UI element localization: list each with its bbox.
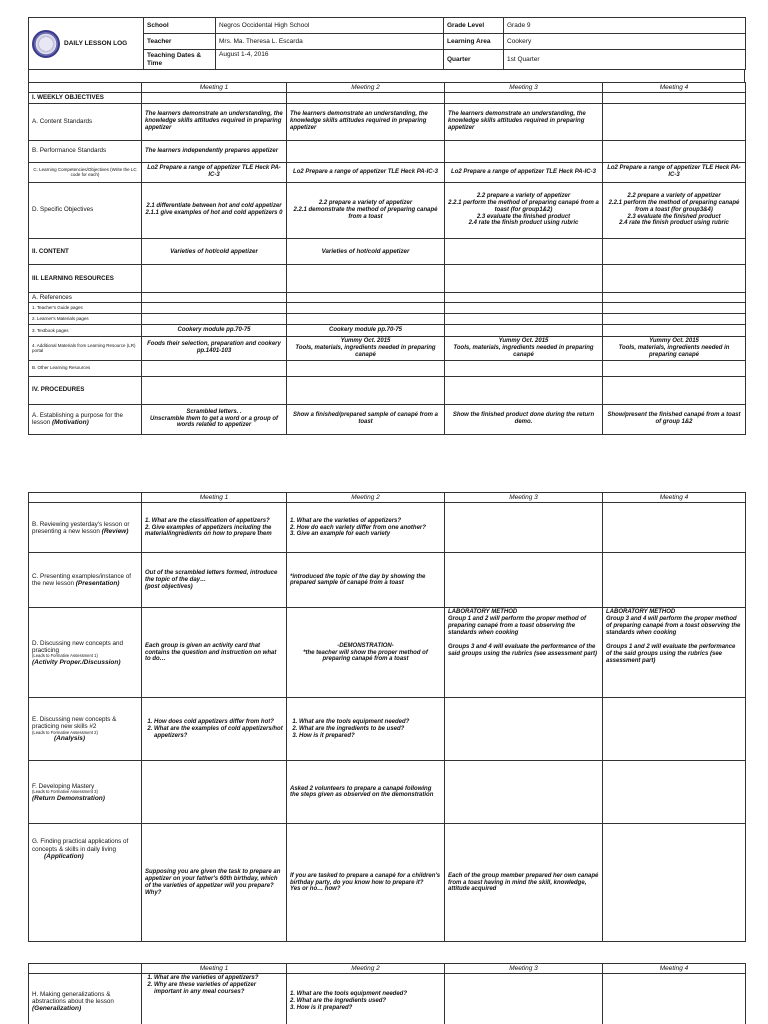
deped-seal-icon bbox=[32, 30, 60, 58]
review-tag: (Review) bbox=[101, 527, 129, 535]
content-standards-m1: The learners demonstrate an understanding, the knowledge skills attitudes required in preparing appetizer bbox=[142, 103, 287, 140]
analysis-tag: (Analysis) bbox=[54, 735, 86, 743]
additional-materials-m2: Yummy Oct. 2015 Tools, materials, ingredients needed in preparing canapé bbox=[287, 336, 445, 360]
objectives-table bbox=[28, 82, 746, 435]
content-standards-m2: The learners demonstrate an understanding, the knowledge skills attitudes required in preparing appetizer bbox=[287, 103, 445, 140]
content-standards-m3: The learners demonstrate an understanding, the knowledge skills attitudes required in preparing appetizer bbox=[445, 103, 603, 140]
learning-resources-heading: III. LEARNING RESOURCES bbox=[29, 264, 142, 292]
application-m1: Supposing you are given the task to prepare an appetizer on your father's 60th birthday, which of the varieties of appetizer will you prepare? Why? bbox=[142, 824, 287, 942]
lesson-log-page-2 bbox=[28, 492, 745, 942]
application-text: G. Finding practical applications of concepts & skills in daily living bbox=[32, 838, 129, 853]
discussing-1-m2: -DEMONSTRATION- *the teacher will show the proper method of preparing canapé from a toast bbox=[287, 608, 445, 698]
activity-tag: (Activity Proper./Discussion) bbox=[32, 658, 121, 666]
application-m3: Each of the group member prepared her own canapé from a toast having in mind the skill, knowledge, attitude acquired bbox=[445, 824, 603, 942]
specific-objectives-label: D. Specific Objectives bbox=[29, 182, 142, 238]
procedures-table bbox=[28, 492, 746, 942]
competencies-m4: Lo2 Prepare a range of appetizer TLE Heck PA-IC-3 bbox=[603, 162, 746, 182]
school-label: School bbox=[144, 18, 216, 34]
additional-materials-m1: Foods their selection, preparation and cookery pp.1401-103 bbox=[142, 336, 287, 360]
meeting-2-header-p2: Meeting 2 bbox=[287, 493, 445, 503]
content-m1: Varieties of hot/cold appetizer bbox=[142, 238, 287, 264]
establishing-purpose-text: A. Establishing a purpose for the lesson bbox=[32, 411, 124, 426]
establishing-m4: Show/present the finished canapé from a toast of group 1&2 bbox=[603, 404, 746, 434]
specific-objectives-m4: 2.2 prepare a variety of appetizer 2.2.1 perform the method of preparing canapé from a toast (for group3&4) 2.3 evaluate the finished product 2.4 rate the finish product using rubric bbox=[603, 182, 746, 238]
teacher-label: Teacher bbox=[144, 34, 216, 50]
mastery-label bbox=[29, 761, 142, 824]
presenting-m1: Out of the scrambled letters formed, introduce the topic of the day… (post objectives) bbox=[142, 553, 287, 608]
establishing-m3: Show the finished product done during the return demo. bbox=[445, 404, 603, 434]
establishing-purpose-label bbox=[29, 404, 142, 434]
formative-1-note: (Leads to Formative Assessment 1) bbox=[32, 653, 98, 659]
establishing-m2: Show a finished/prepared sample of canapé from a toast bbox=[287, 404, 445, 434]
specific-objectives-m1: 2.1 differentiate between hot and cold appetizer 2.1.1 give examples of hot and cold appetizers 0 bbox=[142, 182, 287, 238]
meeting-1-header: Meeting 1 bbox=[142, 83, 287, 93]
discussing-2-m2-q3: 3. How is it prepared? bbox=[299, 733, 441, 740]
content-standards-label: A. Content Standards bbox=[29, 103, 142, 140]
competencies-m3: Lo2 Prepare a range of appetizer TLE Heck PA-IC-3 bbox=[445, 162, 603, 182]
weekly-objectives-heading: I. WEEKLY OBJECTIVES bbox=[29, 93, 142, 103]
competencies-m2: Lo2 Prepare a range of appetizer TLE Heck PA-IC-3 bbox=[287, 162, 445, 182]
teacher-value: Mrs. Ma. Theresa L. Escarda bbox=[216, 34, 444, 50]
discussing-2-m1-q2: 2. What are the examples of cold appetizers/hot appetizers? bbox=[154, 726, 283, 740]
teachers-guide-label: 1. Teacher's Guide pages bbox=[29, 302, 142, 313]
logo-cell bbox=[29, 18, 144, 70]
area-value: Cookery bbox=[504, 34, 746, 50]
discussing-1-label bbox=[29, 608, 142, 698]
competencies-label: C. Learning Competencies/Objectives (Write the LC code for each) bbox=[29, 162, 142, 182]
textbook-m2: Cookery module pp.70-75 bbox=[287, 324, 445, 336]
procedures-heading: IV. PROCEDURES bbox=[29, 376, 142, 404]
presenting-m2: *introduced the topic of the day by showing the prepared sample of canapé from a toast bbox=[287, 553, 445, 608]
discussing-2-label bbox=[29, 698, 142, 761]
content-m2: Varieties of hot/cold appetizer bbox=[287, 238, 445, 264]
textbook-m1: Cookery module pp.70-75 bbox=[142, 324, 287, 336]
generalization-table bbox=[28, 963, 746, 1024]
reviewing-m2: 1. What are the varieties of appetizers? 2. How do each variety differ from one another? 3. Give an example for each variety bbox=[287, 503, 445, 553]
log-title: DAILY LESSON LOG bbox=[64, 39, 128, 47]
school-value: Negros Occidental High School bbox=[216, 18, 444, 34]
presenting-label bbox=[29, 553, 142, 608]
discussing-2-m2 bbox=[287, 698, 445, 761]
dates-label: Teaching Dates & Time bbox=[144, 50, 216, 70]
specific-objectives-m2: 2.2 prepare a variety of appetizer 2.2.1 demonstrate the method of preparing canapé from a toast bbox=[287, 182, 445, 238]
reviewing-label bbox=[29, 503, 142, 553]
return-demo-tag: (Return Demonstration) bbox=[32, 794, 105, 802]
generalization-m1-q1: 1. What are the varieties of appetizers? bbox=[154, 975, 283, 982]
discussing-2-m1-q1: 1. How does cold appetizers differ from hot? bbox=[154, 719, 283, 726]
generalization-text: H. Making generalizations & abstractions about the lesson bbox=[32, 990, 114, 1005]
meeting-4-header-p2: Meeting 4 bbox=[603, 493, 746, 503]
meeting-3-header-p3: Meeting 3 bbox=[445, 964, 603, 974]
meeting-4-header-p3: Meeting 4 bbox=[603, 964, 746, 974]
lesson-log-page-3 bbox=[28, 963, 745, 1024]
presenting-text: C. Presenting examples/instance of the new lesson bbox=[32, 573, 132, 588]
header-table bbox=[28, 17, 746, 70]
discussing-1-m3: LABORATORY METHOD Group 1 and 2 will perform the proper method of preparing canapé from a toast observing the standards when cooking Groups 3 and 4 will evaluate the performance of the said groups using the rubrics (see assessment part) bbox=[445, 608, 603, 698]
competencies-m1: Lo2 Prepare a range of appetizer TLE Heck PA-IC-3 bbox=[142, 162, 287, 182]
generalization-m2: 1. What are the tools equipment needed? 2. What are the ingredients used? 3. How is it prepared? bbox=[287, 974, 445, 1024]
grade-value: Grade 9 bbox=[504, 18, 746, 34]
textbook-label: 3. Textbook pages bbox=[29, 324, 142, 336]
discussing-1-m1: Each group is given an activity card that contains the question and instruction on what to do… bbox=[142, 608, 287, 698]
generalization-tag: (Generalization) bbox=[32, 1004, 82, 1012]
generalization-m1 bbox=[142, 974, 287, 1024]
dates-value: August 1-4, 2016 bbox=[216, 50, 444, 70]
performance-standards-label: B. Performance Standards bbox=[29, 140, 142, 162]
discussing-2-text: E. Discussing new concepts & practicing new skills #2 bbox=[32, 716, 117, 731]
other-resources-label: B. Other Learning Resources bbox=[29, 360, 142, 376]
generalization-label bbox=[29, 974, 142, 1024]
grade-label: Grade Level bbox=[444, 18, 504, 34]
performance-standards-m1: The learners independently prepares appetizer bbox=[142, 140, 287, 162]
quarter-value: 1st Quarter bbox=[504, 50, 746, 70]
additional-materials-m4: Yummy Oct. 2015 Tools, materials, ingredients needed in preparing canapé bbox=[603, 336, 746, 360]
additional-materials-label: 4. Additional Materials from Learning Resource (LR) portal bbox=[29, 336, 142, 360]
meeting-2-header: Meeting 2 bbox=[287, 83, 445, 93]
discussing-2-m2-q2: 2. What are the ingredients to be used? bbox=[299, 726, 441, 733]
reviewing-m1: 1. What are the classification of appetizers? 2. Give examples of appetizers including the material/ingredients on how to prepare them bbox=[142, 503, 287, 553]
application-label bbox=[29, 824, 142, 942]
presentation-tag: (Presentation) bbox=[75, 580, 120, 588]
discussing-1-text: D. Discussing new concepts and practicing bbox=[32, 639, 124, 654]
content-standards-m4 bbox=[603, 103, 746, 140]
mastery-m2: Asked 2 volunteers to prepare a canapé following the steps given as observed on the demonstration bbox=[287, 761, 445, 824]
reviewing-text: B. Reviewing yesterday's lesson or presenting a new lesson bbox=[32, 520, 130, 535]
content-heading: II. CONTENT bbox=[29, 238, 142, 264]
meeting-2-header-p3: Meeting 2 bbox=[287, 964, 445, 974]
establishing-m1: Scrambled letters. . Unscramble them to get a word or a group of words related to appetizer bbox=[142, 404, 287, 434]
discussing-2-m1 bbox=[142, 698, 287, 761]
discussing-1-m4: LABORATORY METHOD Group 3 and 4 will perform the proper method of preparing canapé from a toast observing the standards when cooking Groups 1 and 2 will evaluate the performance of the said groups using the rubrics (see assessment part) bbox=[603, 608, 746, 698]
meeting-1-header-p2: Meeting 1 bbox=[142, 493, 287, 503]
learners-materials-label: 2. Learner's Materials pages bbox=[29, 313, 142, 324]
area-label: Learning Area bbox=[444, 34, 504, 50]
references-label: A. References bbox=[29, 292, 142, 302]
application-tag: (Application) bbox=[44, 852, 84, 860]
meeting-3-header: Meeting 3 bbox=[445, 83, 603, 93]
motivation-tag: (Motivation) bbox=[51, 418, 89, 426]
meeting-3-header-p2: Meeting 3 bbox=[445, 493, 603, 503]
meeting-4-header: Meeting 4 bbox=[603, 83, 746, 93]
additional-materials-m3: Yummy Oct. 2015 Tools, materials, ingredients needed in preparing canapé bbox=[445, 336, 603, 360]
formative-2-note: (Leads to Formative Assessment 2) bbox=[32, 729, 98, 735]
application-m2: If you are tasked to prepare a canapé for a children's birthday party, do you know how to prepare it? Yes or no… how? bbox=[287, 824, 445, 942]
formative-3-note: (Leads to Formative Assessment 3) bbox=[32, 788, 98, 794]
specific-objectives-m3: 2.2 prepare a variety of appetizer 2.2.1 perform the method of preparing canapé from a toast (for group1&2) 2.3 evaluate the finished product 2.4 rate the finish product using rubric bbox=[445, 182, 603, 238]
lesson-log-page-1 bbox=[28, 17, 745, 435]
generalization-m1-q2: 2. Why are these varieties of appetizer important in any meal courses? bbox=[154, 982, 283, 996]
mastery-text: F. Developing Mastery bbox=[32, 782, 95, 790]
discussing-2-m2-q1: 1. What are the tools equipment needed? bbox=[299, 719, 441, 726]
meeting-1-header-p3: Meeting 1 bbox=[142, 964, 287, 974]
quarter-label: Quarter bbox=[444, 50, 504, 70]
